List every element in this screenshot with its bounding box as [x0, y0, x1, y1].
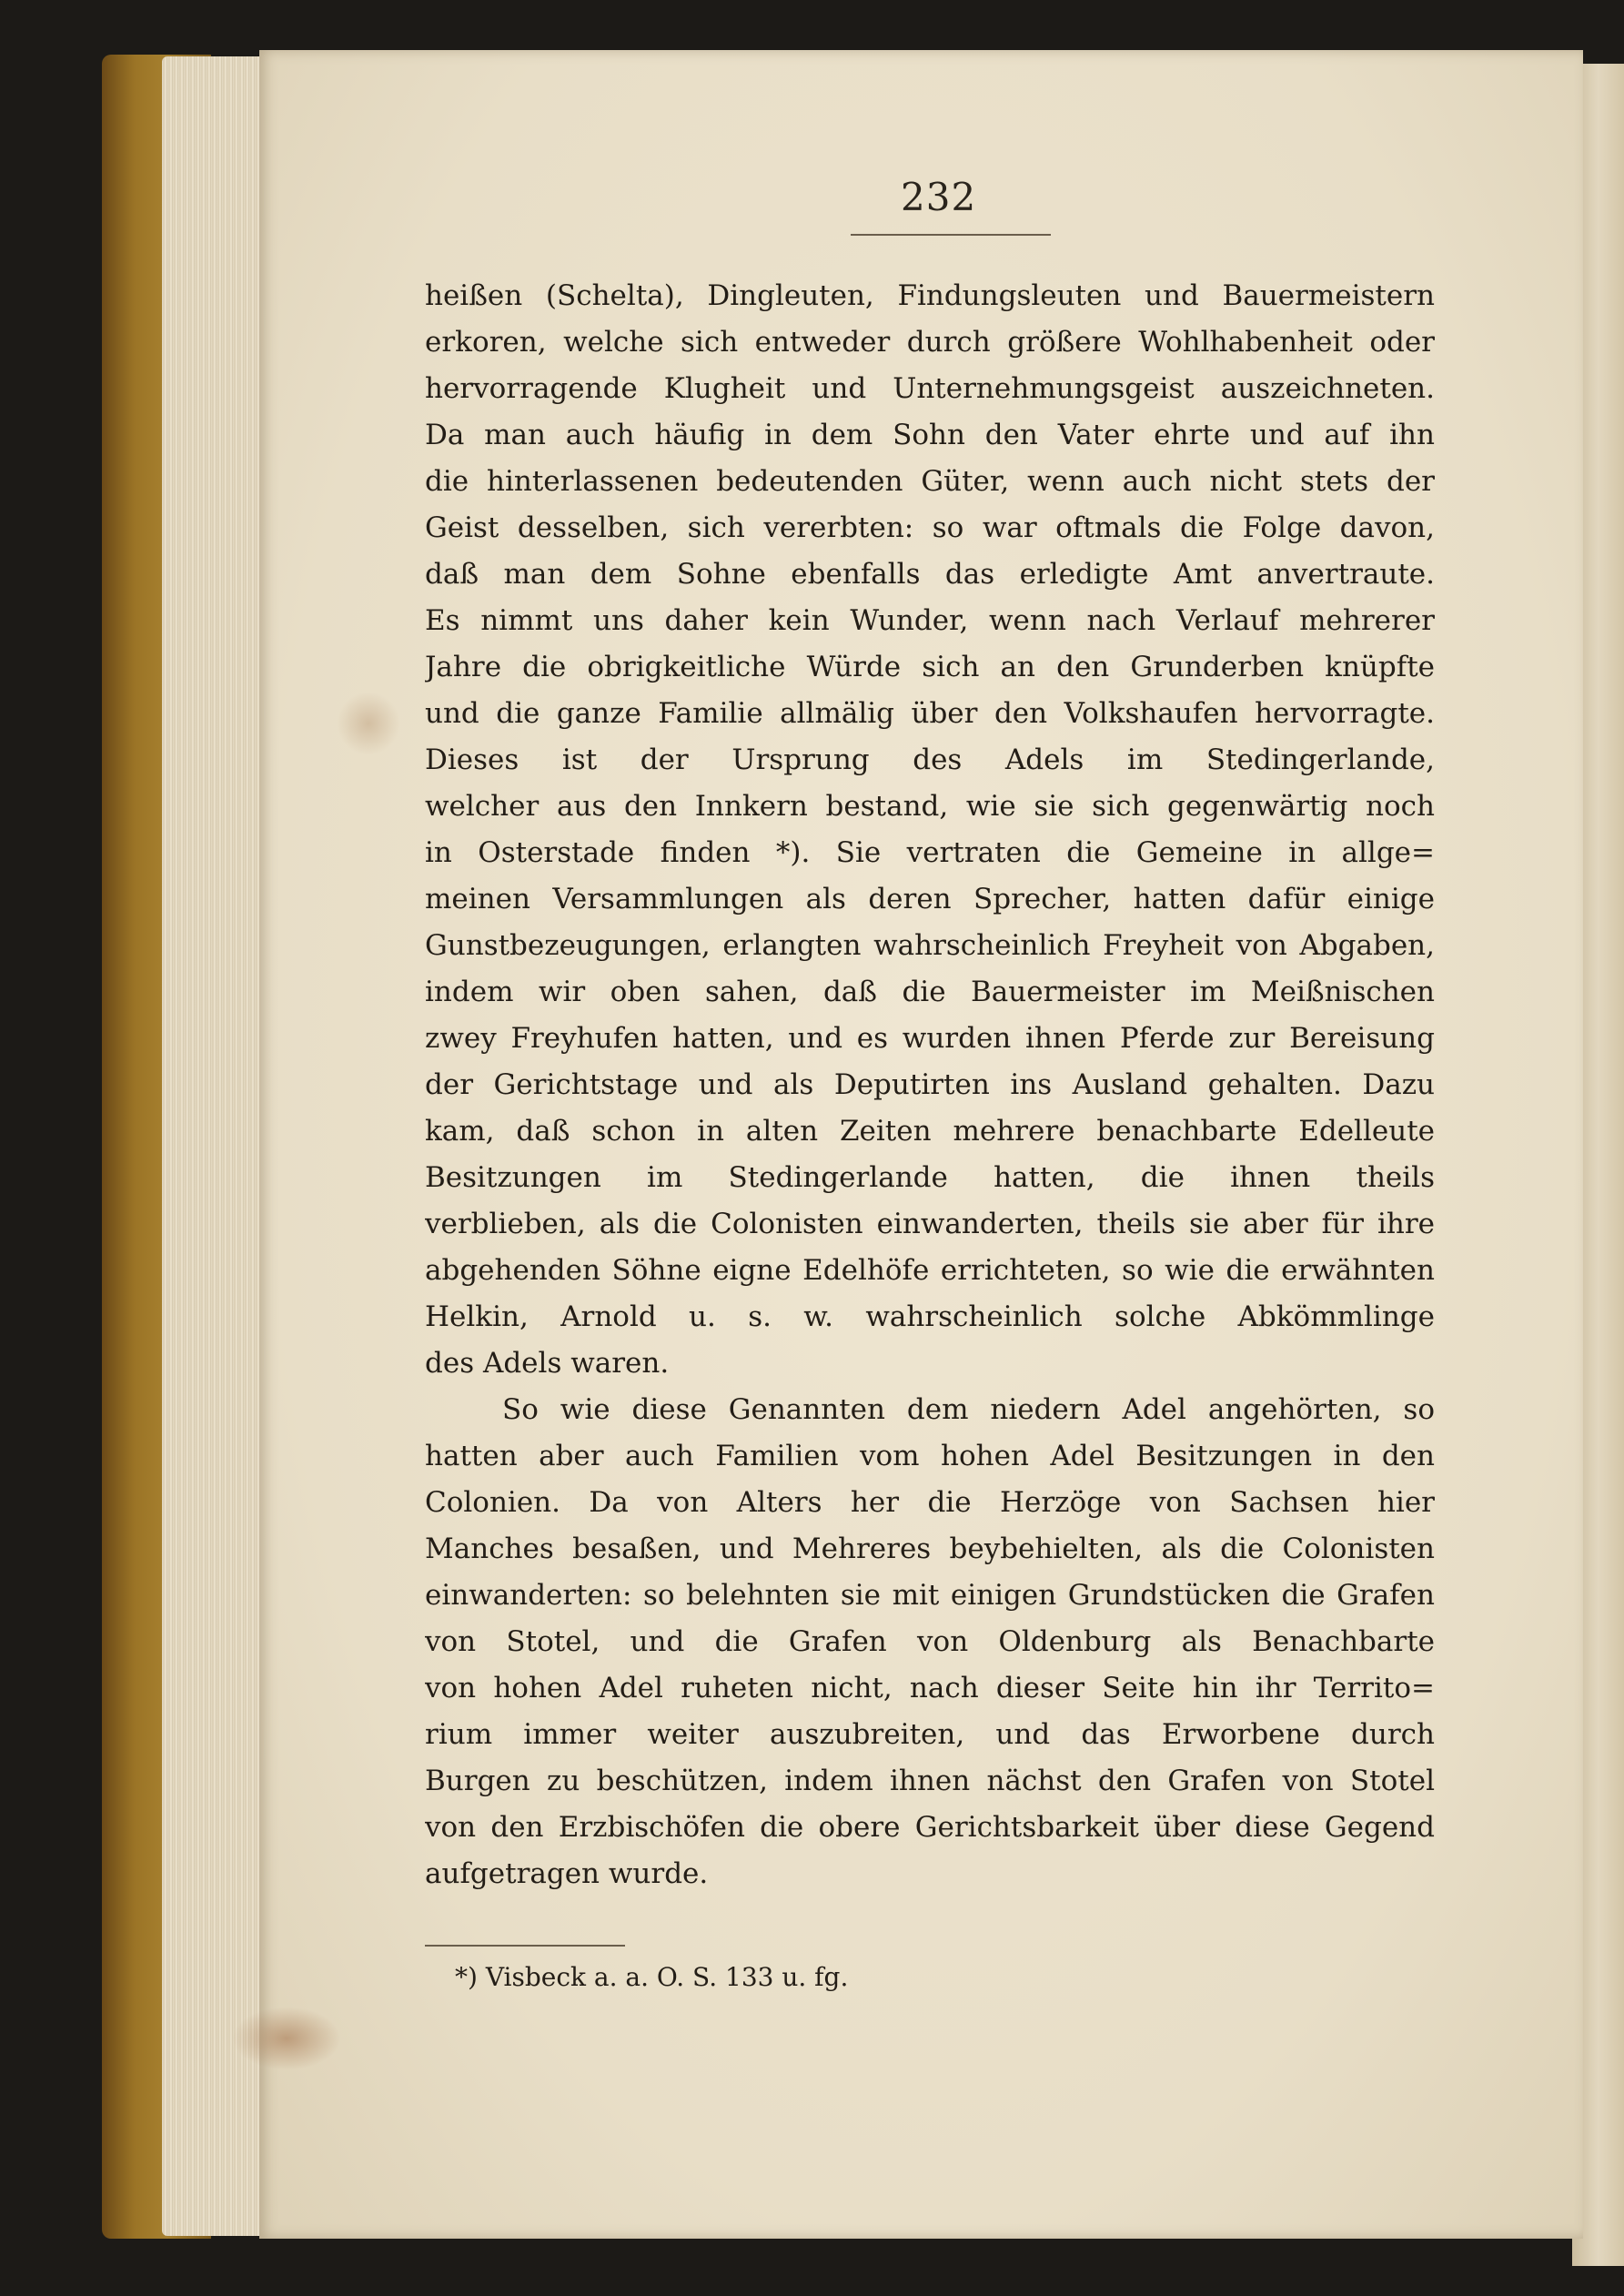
page-stain — [232, 2007, 341, 2070]
text-line: Es nimmt uns daher kein Wunder, wenn nach Verlauf mehrerer — [425, 604, 1435, 637]
text-line: Dieses ist der Ursprung des Adels im Stedingerlande, — [425, 743, 1435, 776]
text-line: Gunstbezeugungen, erlangten wahrscheinlich Freyheit von Abgaben, — [425, 929, 1435, 962]
text-line: welcher aus den Innkern bestand, wie sie sich gegenwärtig noch — [425, 790, 1435, 823]
text-line: und die ganze Familie allmälig über den Volkshaufen hervorragte. — [425, 697, 1435, 730]
text-line: kam, daß schon in alten Zeiten mehrere benachbarte Edelleute — [425, 1115, 1435, 1148]
text-line: heißen (Schelta), Dingleuten, Findungsleuten und Bauermeistern — [425, 279, 1435, 312]
text-line: aufgetragen wurde. — [425, 1857, 709, 1890]
text-line: Helkin, Arnold u. s. w. wahrscheinlich solche Abkömmlinge — [425, 1300, 1435, 1333]
text-line: des Adels waren. — [425, 1347, 670, 1380]
text-line: in Osterstade finden *). Sie vertraten die Gemeine in allge= — [425, 836, 1435, 869]
page-edges — [162, 56, 262, 2236]
text-line: verblieben, als die Colonisten einwanderten, theils sie aber für ihre — [425, 1208, 1435, 1240]
text-line: Jahre die obrigkeitliche Würde sich an den Grunderben knüpfte — [425, 651, 1435, 683]
text-line: Besitzungen im Stedingerlande hatten, die ihnen theils — [425, 1161, 1435, 1194]
text-line: Burgen zu beschützen, indem ihnen nächst den Grafen von Stotel — [425, 1765, 1435, 1797]
footnote-rule — [425, 1945, 625, 1947]
body-text — [425, 273, 1435, 1897]
text-line: von Stotel, und die Grafen von Oldenburg als Benachbarte — [425, 1625, 1435, 1658]
text-line: von hohen Adel ruheten nicht, nach dieser Seite hin ihr Territo= — [425, 1672, 1435, 1704]
page-stain — [337, 692, 400, 755]
text-line: Manches besaßen, und Mehreres beybehielten, als die Colonisten — [425, 1532, 1435, 1565]
text-line: meinen Versammlungen als deren Sprecher, hatten dafür einige — [425, 883, 1435, 915]
text-line: daß man dem Sohne ebenfalls das erledigte Amt anvertraute. — [425, 558, 1435, 591]
text-line: der Gerichtstage und als Deputirten ins Ausland gehalten. Dazu — [425, 1068, 1435, 1101]
header-rule — [851, 234, 1051, 236]
text-line: einwanderten: so belehnten sie mit einigen Grundstücken die Grafen — [425, 1579, 1435, 1612]
text-line: von den Erzbischöfen die obere Gerichtsbarkeit über diese Gegend — [425, 1811, 1435, 1844]
footnote: *) Visbeck a. a. O. S. 133 u. fg. — [455, 1962, 849, 1992]
text-line: So wie diese Genannten dem niedern Adel angehörten, so — [502, 1393, 1435, 1426]
text-line: rium immer weiter auszubreiten, und das Erworbene durch — [425, 1718, 1435, 1751]
text-line: die hinterlassenen bedeutenden Güter, wenn auch nicht stets der — [425, 465, 1435, 498]
text-line: Da man auch häufig in dem Sohn den Vater ehrte und auf ihn — [425, 419, 1435, 451]
text-line: indem wir oben sahen, daß die Bauermeister im Meißnischen — [425, 976, 1435, 1008]
text-line: Geist desselben, sich vererbten: so war oftmals die Folge davon, — [425, 511, 1435, 544]
page-number: 232 — [901, 175, 977, 219]
text-line: hatten aber auch Familien vom hohen Adel Besitzungen in den — [425, 1440, 1435, 1472]
text-line: hervorragende Klugheit und Unternehmungsgeist auszeichneten. — [425, 372, 1435, 405]
text-line: zwey Freyhufen hatten, und es wurden ihnen Pferde zur Bereisung — [425, 1022, 1435, 1055]
text-line: erkoren, welche sich entweder durch größere Wohlhabenheit oder — [425, 326, 1435, 359]
text-line: abgehenden Söhne eigne Edelhöfe errichteten, so wie die erwähnten — [425, 1254, 1435, 1287]
text-line: Colonien. Da von Alters her die Herzöge von Sachsen hier — [425, 1486, 1435, 1519]
